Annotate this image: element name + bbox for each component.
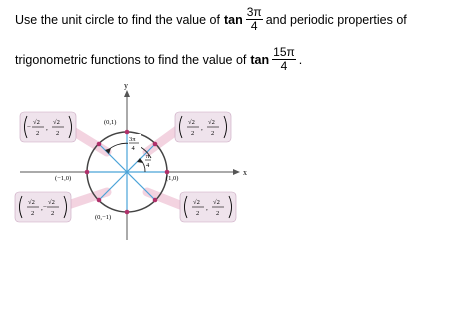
y-numerator: √2 <box>48 199 55 206</box>
radial-line-315 <box>127 172 155 200</box>
tan-label: tan <box>223 12 243 27</box>
fraction-denominator: 4 <box>250 19 258 33</box>
point-225 <box>97 198 102 203</box>
x-numerator: √2 <box>193 199 200 206</box>
minus-sign: − <box>43 203 47 211</box>
x-denominator: 2 <box>36 130 40 137</box>
label-0-neg1: (0,−1) <box>95 214 112 221</box>
period-mark: . <box>298 52 303 67</box>
label-neg1-0: (−1,0) <box>55 175 72 182</box>
question-text: and periodic properties of <box>265 12 407 27</box>
y-axis-label: y <box>124 81 128 90</box>
fraction-denominator: 4 <box>280 59 288 73</box>
leader-bands <box>68 128 180 205</box>
coord-box-top-right <box>175 112 231 142</box>
y-numerator: √2 <box>213 199 220 206</box>
x-denominator: 2 <box>196 210 200 217</box>
coord-box-bg <box>180 192 236 222</box>
x-denominator: 2 <box>191 130 195 137</box>
x-axis-label: x <box>243 168 247 177</box>
x-numerator: √2 <box>188 119 195 126</box>
comma: , <box>41 204 43 212</box>
question-text: Use the unit circle to find the value of <box>15 12 220 27</box>
coordinate-boxes <box>15 112 236 222</box>
comma: , <box>201 124 203 132</box>
tan-label: tan <box>250 52 270 67</box>
y-denominator: 2 <box>51 210 55 217</box>
y-denominator: 2 <box>216 210 220 217</box>
angle-label-3pi-den: 4 <box>131 145 135 152</box>
point-45 <box>153 142 158 147</box>
question-text: trigonometric functions to find the value of <box>15 52 247 67</box>
point-0 <box>165 170 170 175</box>
comma: , <box>206 204 208 212</box>
y-denominator: 2 <box>56 130 60 137</box>
x-numerator: √2 <box>28 199 35 206</box>
coord-box-top-left <box>20 112 76 142</box>
label-1-0: (1,0) <box>166 175 179 182</box>
point-135 <box>97 142 102 147</box>
radial-line-225 <box>99 172 127 200</box>
angle-label-pi-num: π <box>146 153 150 160</box>
coord-box-bg <box>175 112 231 142</box>
fraction-numerator: 15π <box>273 45 295 59</box>
fraction-numerator: 3π <box>246 5 262 19</box>
x-axis-arrow <box>233 169 240 175</box>
coord-box-bottom-right <box>180 192 236 222</box>
angle-label-pi-den: 4 <box>146 162 150 169</box>
y-numerator: √2 <box>53 119 60 126</box>
radial-line-135 <box>99 144 127 172</box>
label-0-1: (0,1) <box>104 119 117 126</box>
minus-sign: − <box>27 123 31 131</box>
point-315 <box>153 198 158 203</box>
y-numerator: √2 <box>208 119 215 126</box>
point-270 <box>125 210 130 215</box>
point-90 <box>125 130 130 135</box>
angle-label-3pi-num: 3π <box>129 136 136 143</box>
y-denominator: 2 <box>211 130 215 137</box>
comma: , <box>46 124 48 132</box>
point-180 <box>85 170 90 175</box>
coord-box-bottom-left <box>15 192 71 222</box>
x-denominator: 2 <box>31 210 35 217</box>
y-axis-arrow <box>124 90 130 97</box>
x-numerator: √2 <box>33 119 40 126</box>
